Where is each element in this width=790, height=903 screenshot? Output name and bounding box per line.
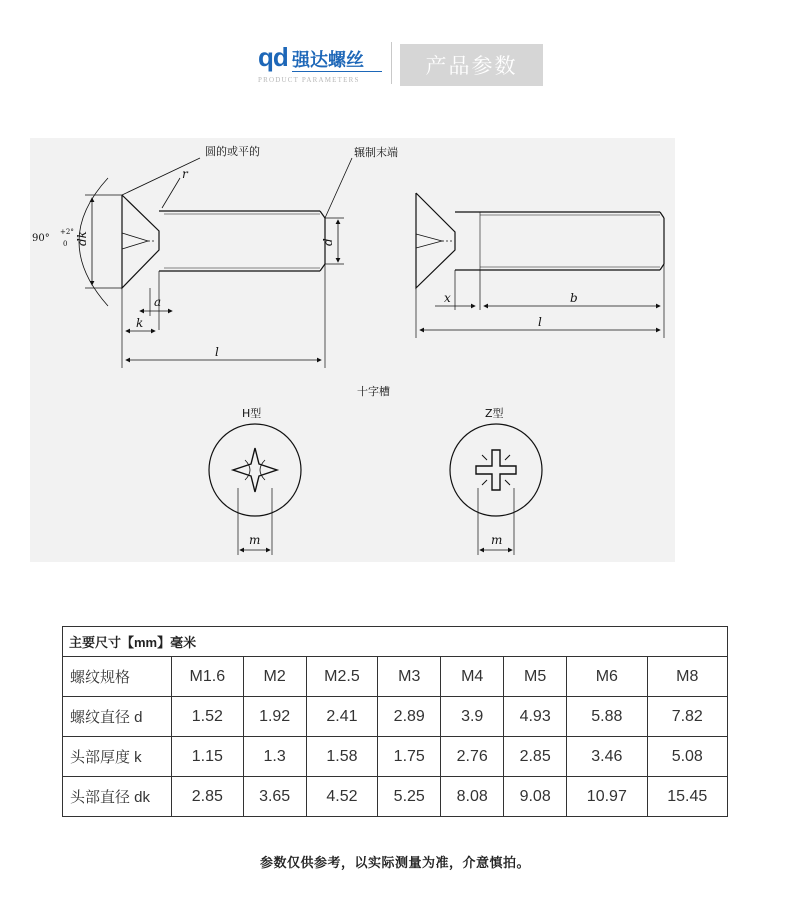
table-row xyxy=(63,777,728,817)
label-cross-recess: 十字槽 xyxy=(357,385,390,398)
countersunk-head-right xyxy=(416,193,455,288)
label-dk: dk xyxy=(75,231,89,246)
brand-name: 强达螺丝 xyxy=(292,50,364,71)
label-angle-tol-lower: 0 xyxy=(63,240,68,248)
label-r: r xyxy=(182,167,188,181)
table-cell: 5.88 xyxy=(567,697,647,737)
table-cell: 1.92 xyxy=(243,697,306,737)
table-caption: 主要尺寸【mm】毫米 xyxy=(63,627,728,657)
label-angle: 90° xyxy=(32,233,50,244)
table-cell: 3.46 xyxy=(567,737,647,777)
drawing-svg xyxy=(30,138,675,562)
table-cell: 4.52 xyxy=(306,777,378,817)
table-cell: 2.85 xyxy=(172,777,244,817)
label-l-right: l xyxy=(538,315,542,329)
label-z-type: Z型 xyxy=(485,407,504,420)
table-cell: M4 xyxy=(441,657,504,697)
table-cell: 7.82 xyxy=(647,697,727,737)
section-title: 产品参数 xyxy=(400,44,543,86)
table-row xyxy=(63,657,728,697)
table-cell: 15.45 xyxy=(647,777,727,817)
label-m-h: m xyxy=(249,533,261,547)
row-label: 螺纹规格 xyxy=(63,657,172,697)
brand-underline xyxy=(292,71,382,72)
table-cell: 5.08 xyxy=(647,737,727,777)
table-cell: 1.3 xyxy=(243,737,306,777)
label-d: d xyxy=(321,238,335,246)
table-cell: M3 xyxy=(378,657,441,697)
table-cell: 9.08 xyxy=(504,777,567,817)
row-label: 头部厚度 k xyxy=(63,737,172,777)
table-cell: 4.93 xyxy=(504,697,567,737)
table-cell: M1.6 xyxy=(172,657,244,697)
label-m-z: m xyxy=(491,533,503,547)
technical-drawing xyxy=(30,138,675,562)
label-round-or-flat: 圆的或平的 xyxy=(205,145,260,158)
table-cell: M2 xyxy=(243,657,306,697)
table-row xyxy=(63,697,728,737)
table-cell: 2.85 xyxy=(504,737,567,777)
left-screw-view xyxy=(79,158,352,368)
table-cell: 3.65 xyxy=(243,777,306,817)
table-cell: 2.41 xyxy=(306,697,378,737)
table-cell: 2.89 xyxy=(378,697,441,737)
table-cell: M8 xyxy=(647,657,727,697)
table-cell: 1.75 xyxy=(378,737,441,777)
row-label: 螺纹直径 d xyxy=(63,697,172,737)
logo-mark: qd xyxy=(258,42,288,72)
label-x: x xyxy=(444,291,451,305)
table-cell: M6 xyxy=(567,657,647,697)
table-cell: 5.25 xyxy=(378,777,441,817)
table-cell: 10.97 xyxy=(567,777,647,817)
table-cell: 8.08 xyxy=(441,777,504,817)
disclaimer-footnote: 参数仅供参考，以实际测量为准，介意慎拍。 xyxy=(259,856,530,871)
table-cell: M5 xyxy=(504,657,567,697)
header-divider xyxy=(391,42,392,84)
row-label: 头部直径 dk xyxy=(63,777,172,817)
table-cell: 1.52 xyxy=(172,697,244,737)
brand-logo xyxy=(258,40,386,92)
table-row xyxy=(63,737,728,777)
table-cell: M2.5 xyxy=(306,657,378,697)
countersunk-head xyxy=(122,195,159,288)
label-l-left: l xyxy=(215,345,219,359)
label-h-type: H型 xyxy=(242,407,262,420)
table-cell: 3.9 xyxy=(441,697,504,737)
label-k: k xyxy=(136,316,144,330)
label-rolled-end: 辗制末端 xyxy=(354,146,398,159)
table-cell: 2.76 xyxy=(441,737,504,777)
brand-subtitle: PRODUCT PARAMETERS xyxy=(258,76,360,84)
table-cell: 1.58 xyxy=(306,737,378,777)
label-angle-tol-upper: +2° xyxy=(60,228,74,236)
table-caption-row xyxy=(63,627,728,657)
dimension-table xyxy=(62,626,728,817)
label-b: b xyxy=(570,291,578,305)
label-a: a xyxy=(154,295,162,309)
table-cell: 1.15 xyxy=(172,737,244,777)
